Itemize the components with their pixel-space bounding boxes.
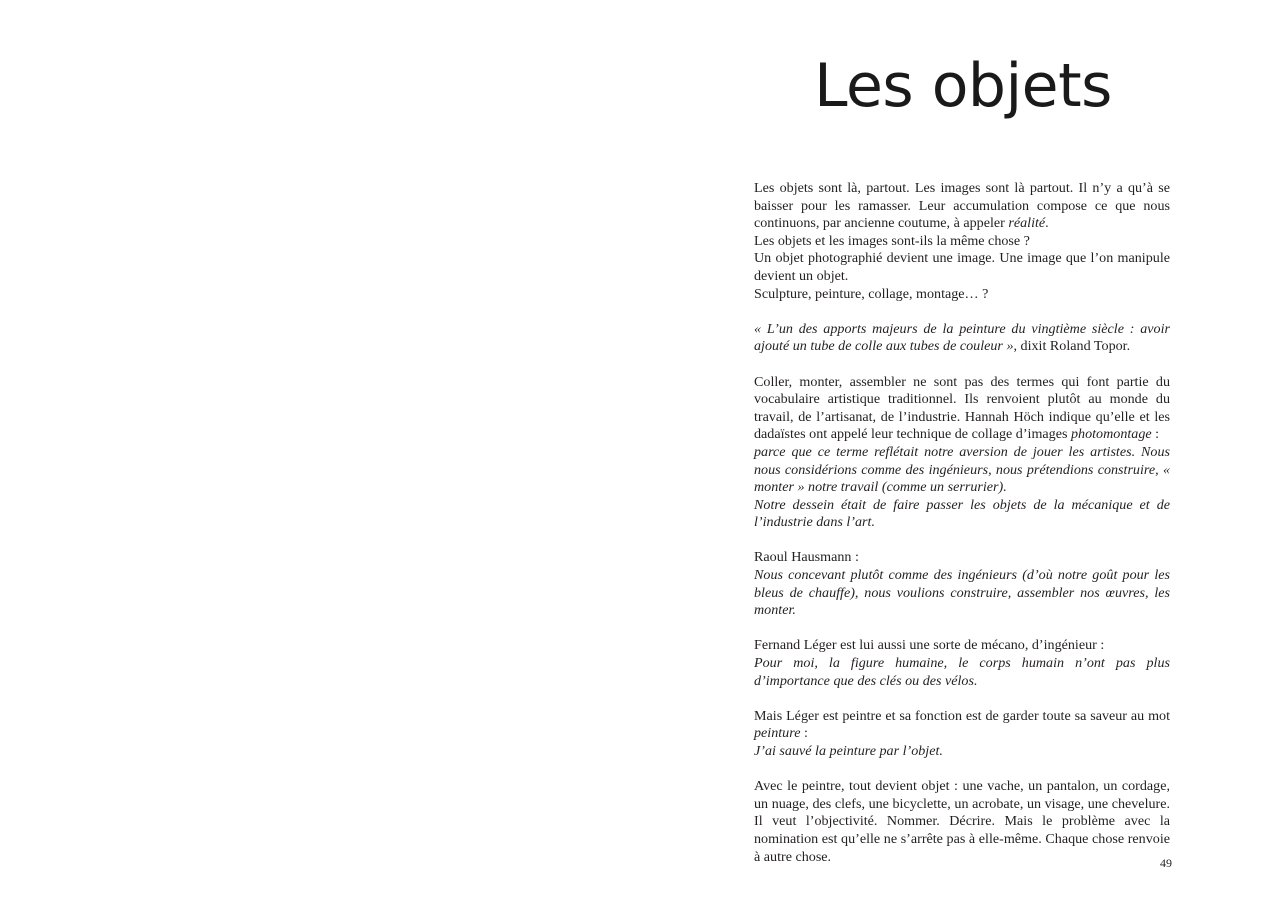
roman-text: Raoul Hausmann : bbox=[754, 549, 859, 566]
paragraph bbox=[754, 778, 1170, 866]
roman-text: Mais Léger est peintre et sa fonction est de garder toute sa saveur au mot bbox=[754, 707, 1170, 724]
text-line bbox=[754, 374, 1170, 444]
italic-text: « L’un des apports majeurs de la peinture du vingtième siècle : avoir ajouté un tube de colle aux tubes de couleur » bbox=[754, 320, 1170, 355]
roman-text: . bbox=[1045, 215, 1049, 232]
roman-text: Coller, monter, assembler ne sont pas des termes qui font partie du vocabulaire artistique traditionnel. Ils renvoient plutôt au monde du travail, de l’artisanat, de l’industrie. Hannah Höch indique qu’elle et les dadaïstes ont appelé leur technique de collage d’images bbox=[754, 373, 1170, 443]
roman-text: Les objets et les images sont-ils la même chose ? bbox=[754, 232, 1030, 249]
paragraph bbox=[754, 549, 1170, 619]
roman-text: Fernand Léger est lui aussi une sorte de mécano, d’ingénieur : bbox=[754, 637, 1105, 654]
italic-text: peinture bbox=[754, 725, 801, 742]
text-line bbox=[754, 708, 1170, 743]
page-number: 49 bbox=[1160, 856, 1172, 870]
text-line bbox=[754, 180, 1170, 233]
text-line bbox=[754, 444, 1170, 497]
text-line bbox=[754, 743, 1170, 761]
italic-text: Nous concevant plutôt comme des ingénieurs (d’où notre goût pour les bleus de chauffe), nous voulions construire, assembler nos œuvres, les monter. bbox=[754, 567, 1170, 619]
italic-text: réalité bbox=[1008, 215, 1046, 232]
paragraph bbox=[754, 321, 1170, 356]
roman-text: Avec le peintre, tout devient objet : une vache, un pantalon, un cordage, un nuage, des clefs, une bicyclette, un acrobate, un visage, une chevelure. Il veut l’objectivité. Nommer. Décrire. Mais le problème avec la nomination est qu’elle ne s’arrête pas à elle-même. Chaque chose renvoie à autre chose. bbox=[754, 778, 1170, 865]
paragraph bbox=[754, 180, 1170, 303]
italic-text: parce que ce terme reflétait notre aversion de jouer les artistes. Nous nous considérions comme des ingénieurs, nous prétendions construire, « monter » notre travail (comme un serrurier). bbox=[754, 443, 1170, 496]
roman-text: Sculpture, peinture, collage, montage… ? bbox=[754, 285, 989, 302]
text-line bbox=[754, 497, 1170, 532]
paragraph bbox=[754, 708, 1170, 761]
text-line bbox=[754, 567, 1170, 620]
text-line bbox=[754, 286, 1170, 304]
italic-text: Notre dessein était de faire passer les objets de la mécanique et de l’industrie dans l’art. bbox=[754, 496, 1170, 531]
body-text bbox=[754, 180, 1170, 866]
roman-text: : bbox=[1151, 426, 1160, 443]
italic-text: photomontage bbox=[1071, 426, 1152, 443]
roman-text: , dixit Roland Topor. bbox=[1013, 338, 1131, 355]
text-line bbox=[754, 637, 1170, 655]
text-line bbox=[754, 655, 1170, 690]
chapter-title: Les objets bbox=[814, 51, 1112, 121]
roman-text: Les objets sont là, partout. Les images sont là partout. Il n’y a qu’à se baisser pour les ramasser. Leur accumulation compose ce que nous continuons, par ancienne coutume, à appeler bbox=[754, 180, 1170, 232]
paragraph bbox=[754, 637, 1170, 690]
text-line bbox=[754, 778, 1170, 866]
roman-text: : bbox=[800, 725, 808, 742]
text-line bbox=[754, 321, 1170, 356]
roman-text: Un objet photographié devient une image. Une image que l’on manipule devient un objet. bbox=[754, 250, 1170, 284]
paragraph bbox=[754, 374, 1170, 532]
text-line bbox=[754, 549, 1170, 567]
text-line bbox=[754, 250, 1170, 285]
italic-text: J’ai sauvé la peinture par l’objet. bbox=[754, 743, 943, 759]
italic-text: Pour moi, la figure humaine, le corps humain n’ont pas plus d’importance que des clés ou des vélos. bbox=[754, 655, 1170, 689]
text-line bbox=[754, 233, 1170, 251]
